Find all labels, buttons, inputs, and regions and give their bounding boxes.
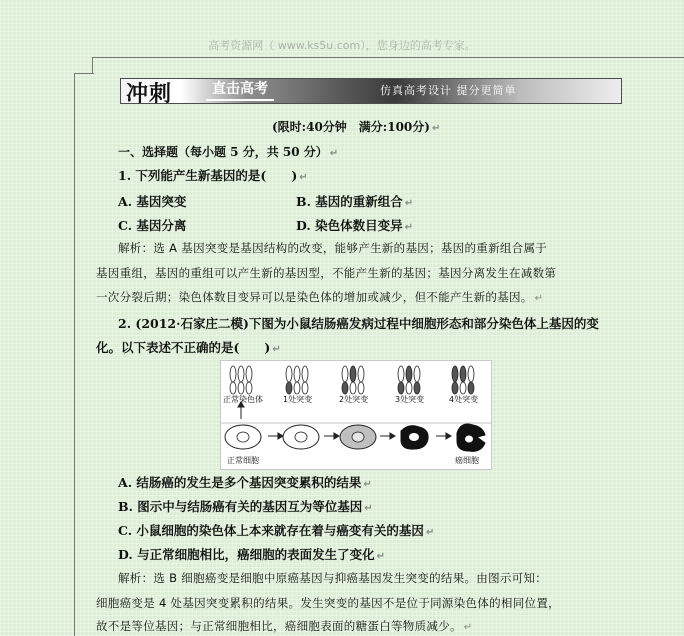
q2-option-d: D. 与正常细胞相比，癌细胞的表面发生了变化 ↵ (118, 547, 385, 562)
chromosome-set-normal (230, 366, 252, 394)
cell-stage-1 (283, 425, 319, 449)
banner-slogan: 仿真高考设计 提分更简单 (380, 84, 517, 97)
q1-option-c: C. 基因分离 (118, 218, 187, 233)
sprint-banner (120, 78, 620, 107)
q1-explanation-line: 一次分裂后期；染色体数目变异可以是染色体的增加或减少，但不能产生新的基因。 ↵ (96, 290, 544, 304)
label-normal-cell: 正常细胞 (227, 456, 259, 465)
q2-stem-line: 化。以下表述不正确的是( ) ↵ (96, 340, 281, 355)
q1-option-a: A. 基因突变 (118, 194, 187, 209)
label-cancer-cell: 癌细胞 (455, 456, 479, 465)
label-3-mutations: 3处突变 (395, 395, 425, 404)
q1-explanation-line: 解析：选 A 基因突变是基因结构的改变，能够产生新的基因；基因的重新组合属于 (118, 241, 548, 255)
site-header-text: 高考资源网（ www.ks5u.com），您身边的高考专家。 (208, 39, 476, 52)
banner-bar (120, 78, 622, 104)
q2-explanation-line: 解析：选 B 细胞癌变是细胞中原癌基因与抑癌基因发生突变的结果。由图示可知： (118, 571, 548, 585)
chromosome-set-4-mutations (452, 366, 474, 394)
page-frame-step-horizontal (74, 73, 94, 74)
label-2-mutations: 2处突变 (339, 395, 369, 404)
page-frame-top-line (92, 57, 684, 58)
cell-stage-2 (340, 425, 376, 449)
q2-explanation-line: 细胞癌变是 4 处基因突变累积的结果。发生突变的基因不是位于同源染色体的相同位置， (96, 596, 560, 610)
q1-option-d: D. 染色体数目变异 ↵ (296, 218, 413, 233)
q2-option-b: B. 图示中与结肠癌有关的基因互为等位基因 ↵ (118, 499, 373, 514)
chromosome-set-1-mutation (286, 366, 308, 394)
q2-stem-line: 2. (2012·石家庄二模)下图为小鼠结肠癌发病过程中细胞形态和部分染色体上基因的变 (118, 316, 599, 331)
section-title: 一、选择题（每小题 5 分，共 50 分） ↵ (118, 145, 339, 159)
chromosome-set-2-mutations (342, 366, 364, 394)
label-normal-chromosome: 正常染色体 (223, 395, 263, 404)
q2-option-a: A. 结肠癌的发生是多个基因突变累积的结果 ↵ (118, 475, 372, 490)
q2-option-c: C. 小鼠细胞的染色体上本来就存在着与癌变有关的基因 ↵ (118, 523, 435, 538)
cell-normal (225, 425, 261, 449)
cancer-progression-figure (220, 360, 492, 470)
q1-stem: 1. 下列能产生新基因的是( ) ↵ (118, 168, 308, 183)
chromosome-set-3-mutations (398, 366, 420, 394)
cell-cancer (457, 424, 485, 451)
q1-explanation-line: 基因重组，基因的重组可以产生新的基因型，不能产生新的基因；基因分离发生在减数第 (96, 266, 557, 280)
label-4-mutations: 4处突变 (449, 395, 479, 404)
page-frame-left-line (74, 73, 75, 636)
page-frame-step-line (92, 57, 93, 73)
banner-big-title: 冲刺 (126, 81, 173, 107)
q1-option-b: B. 基因的重新组合 ↵ (296, 194, 414, 209)
figure-svg (221, 361, 491, 469)
banner-subtitle: 直击高考 (206, 80, 274, 101)
exam-time-score: (限时:40分钟 满分:100分) ↵ (272, 120, 441, 134)
cell-stage-3 (401, 426, 428, 449)
label-1-mutation: 1处突变 (283, 395, 313, 404)
q2-explanation-line: 故不是等位基因；与正常细胞相比，癌细胞表面的糖蛋白等物质减少。 ↵ (96, 619, 473, 633)
